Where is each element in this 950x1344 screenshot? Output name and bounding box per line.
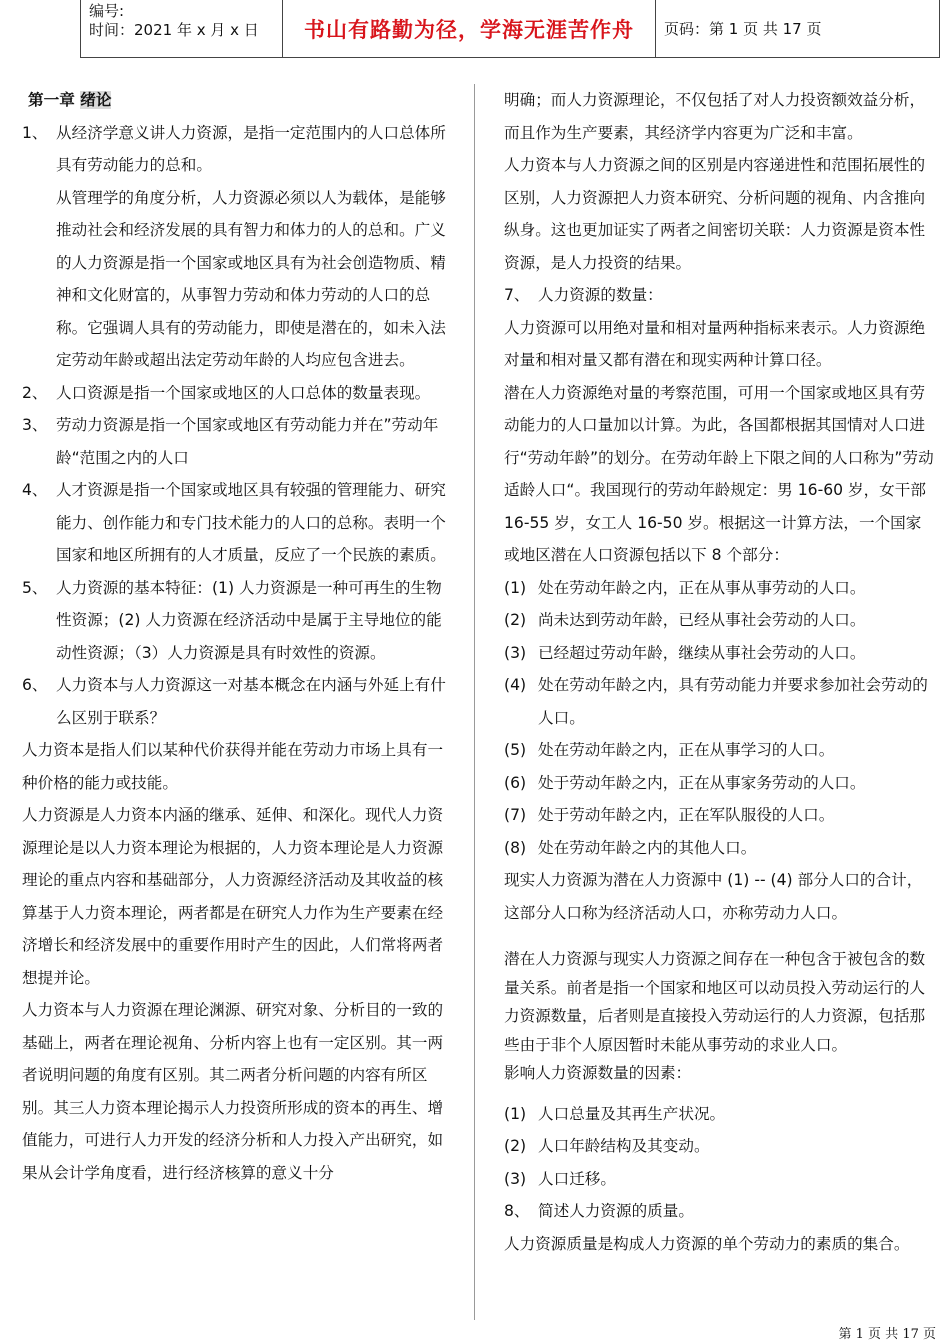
- spacer: [504, 929, 936, 945]
- paragraph: 现实人力资源为潜在人力资源中 (1) -- (4) 部分人口的合计，这部分人口称为经济活动人口，亦称劳动力人口。: [504, 871, 923, 922]
- paragraph: 从管理学的角度分析，人力资源必须以人为载体，是能够推动社会和经济发展的具有智力和体力的人的总和。广义的人力资源是指一个国家或地区具有为社会创造物质、精神和文化财富的，从事智力劳动和体力劳动的人口的总称。它强调人具有的劳动能力，即使是潜在的，如未入法定劳动年龄或超出法定劳动年龄的人均应包含进去。: [56, 188, 446, 369]
- population-list: [504, 572, 936, 865]
- header-meta: [81, 0, 283, 57]
- list-item: (2) 人口年龄结构及其变动。: [504, 1137, 710, 1155]
- page-header: [80, 0, 940, 58]
- paragraph: 明确；而人力资源理论，不仅包括了对人力投资额效益分析，而且作为生产要素，其经济学内容更为广泛和丰富。: [504, 91, 926, 142]
- number-label: 编号:: [89, 2, 125, 20]
- right-column: [504, 84, 936, 1260]
- time-label: 时间：2021 年 x 月 x 日: [89, 21, 259, 39]
- left-column: [22, 84, 454, 1189]
- list-item: (6) 处于劳动年龄之内，正在从事家务劳动的人口。: [504, 773, 866, 792]
- list-item: (2) 尚未达到劳动年龄，已经从事社会劳动的人口。: [504, 611, 866, 629]
- list-item: (1) 处在劳动年龄之内，正在从事从事劳动的人口。: [504, 578, 866, 597]
- paragraph: 潜在人力资源与现实人力资源之间存在一种包含于被包含的数量关系。前者是指一个国家和地区可以动员投入劳动运行的人力资源数量，后者则是直接投入劳动运行的人力资源，包括那些由于非个人原因暂时未能从事劳动的求业人口。: [504, 950, 926, 1054]
- paragraph: 人力资本是指人们以某种代价获得并能在劳动力市场上具有一种价格的能力或技能。: [22, 741, 444, 792]
- list-item: 6、 人力资本与人力资源这一对基本概念在内涵与外延上有什么区别于联系？: [22, 676, 446, 727]
- list-item: 3、 劳动力资源是指一个国家或地区有劳动能力并在”劳动年龄“范围之内的人口: [22, 416, 439, 467]
- page-footer: 第 1 页 共 17 页: [838, 1327, 936, 1342]
- paragraph: 人力资源可以用绝对量和相对量两种指标来表示。人力资源绝对量和相对量又都有潜在和现实两种计算口径。: [504, 318, 926, 369]
- header-motto: 书山有路勤为径，学海无涯苦作舟: [283, 0, 656, 57]
- list-item: (7) 处于劳动年龄之内，正在军队服役的人口。: [504, 806, 835, 824]
- spacer: [504, 1088, 936, 1098]
- column-divider: [474, 84, 475, 1320]
- list-item: (4) 处在劳动年龄之内，具有劳动能力并要求参加社会劳动的人口。: [504, 676, 928, 727]
- list-item: 1、 从经济学意义讲人力资源，是指一定范围内的人口总体所具有劳动能力的总和。: [22, 123, 446, 174]
- list-item: 7、 人力资源的数量：: [504, 286, 663, 304]
- paragraph: 人力资源是人力资本内涵的继承、延伸、和深化。现代人力资源理论是以人力资本理论为根据的，人力资本理论是人力资源理论的重点内容和基础部分，人力资源经济活动及其收益的核算基于人力资本理论，两者都是在研究人力作为生产要素在经济增长和经济发展中的重要作用时产生的因此，人们常将两者想提并论。: [22, 806, 444, 987]
- paragraph: 潜在人力资源绝对量的考察范围，可用一个国家或地区具有劳动能力的人口量加以计算。为此，各国都根据其国情对人口进行“劳动年龄”的划分。在劳动年龄上下限之间的人口称为”劳动适龄人口“。我国现行的劳动年龄规定：男 16-60 岁，女干部 16-55 岁，女工人 16-50 岁。根据这一计算方法，一个国家或地区潜在人口资源包括以下 8 个部分：: [504, 383, 934, 564]
- paragraph: 人力资本与人力资源之间的区别是内容递进性和范围拓展性的区别，人力资源把人力资本研究、分析问题的视角、内含推向纵身。这也更加证实了两者之间密切关联：人力资源是资本性资源，是人力投资的结果。: [504, 156, 926, 272]
- list-item: (8) 处在劳动年龄之内的其他人口。: [504, 838, 757, 857]
- factor-list: [504, 1098, 936, 1196]
- header-page-label: 页码：第 1 页 共 17 页: [664, 20, 822, 38]
- list-item: 8、 简述人力资源的质量。: [504, 1202, 694, 1220]
- list-item: (1) 人口总量及其再生产状况。: [504, 1104, 726, 1123]
- list-item: (3) 人口迁移。: [504, 1169, 616, 1188]
- list-item: (5) 处在劳动年龄之内，正在从事学习的人口。: [504, 741, 835, 759]
- chapter-heading: 第一章 绪论: [28, 91, 112, 109]
- list-item: (3) 已经超过劳动年龄，继续从事社会劳动的人口。: [504, 643, 866, 662]
- chapter-title: 绪论: [80, 91, 112, 109]
- paragraph: 影响人力资源数量的因素：: [504, 1064, 692, 1082]
- list-item: 2、 人口资源是指一个国家或地区的人口总体的数量表现。: [22, 383, 431, 402]
- paragraph: 人力资源质量是构成人力资源的单个劳动力的素质的集合。: [504, 1234, 910, 1253]
- paragraph: 人力资本与人力资源在理论渊源、研究对象、分析目的一致的基础上，两者在理论视角、分析内容上也有一定区别。其一两者说明问题的角度有区别。其二两者分析问题的内容有所区别。其三人力资本理论揭示人力投资所形成的资本的再生、增值能力，可进行人力开发的经济分析和人力投入产出研究，如果从会计学角度看，进行经济核算的意义十分: [22, 1001, 444, 1182]
- list-item: 5、 人力资源的基本特征：(1) 人力资源是一种可再生的生物性资源；(2) 人力资源在经济活动中是属于主导地位的能动性资源；（3）人力资源是具有时效性的资源。: [22, 578, 442, 662]
- list-item: 4、 人才资源是指一个国家或地区具有较强的管理能力、研究能力、创作能力和专门技术能力的人口的总称。表明一个国家和地区所拥有的人才质量，反应了一个民族的素质。: [22, 481, 446, 564]
